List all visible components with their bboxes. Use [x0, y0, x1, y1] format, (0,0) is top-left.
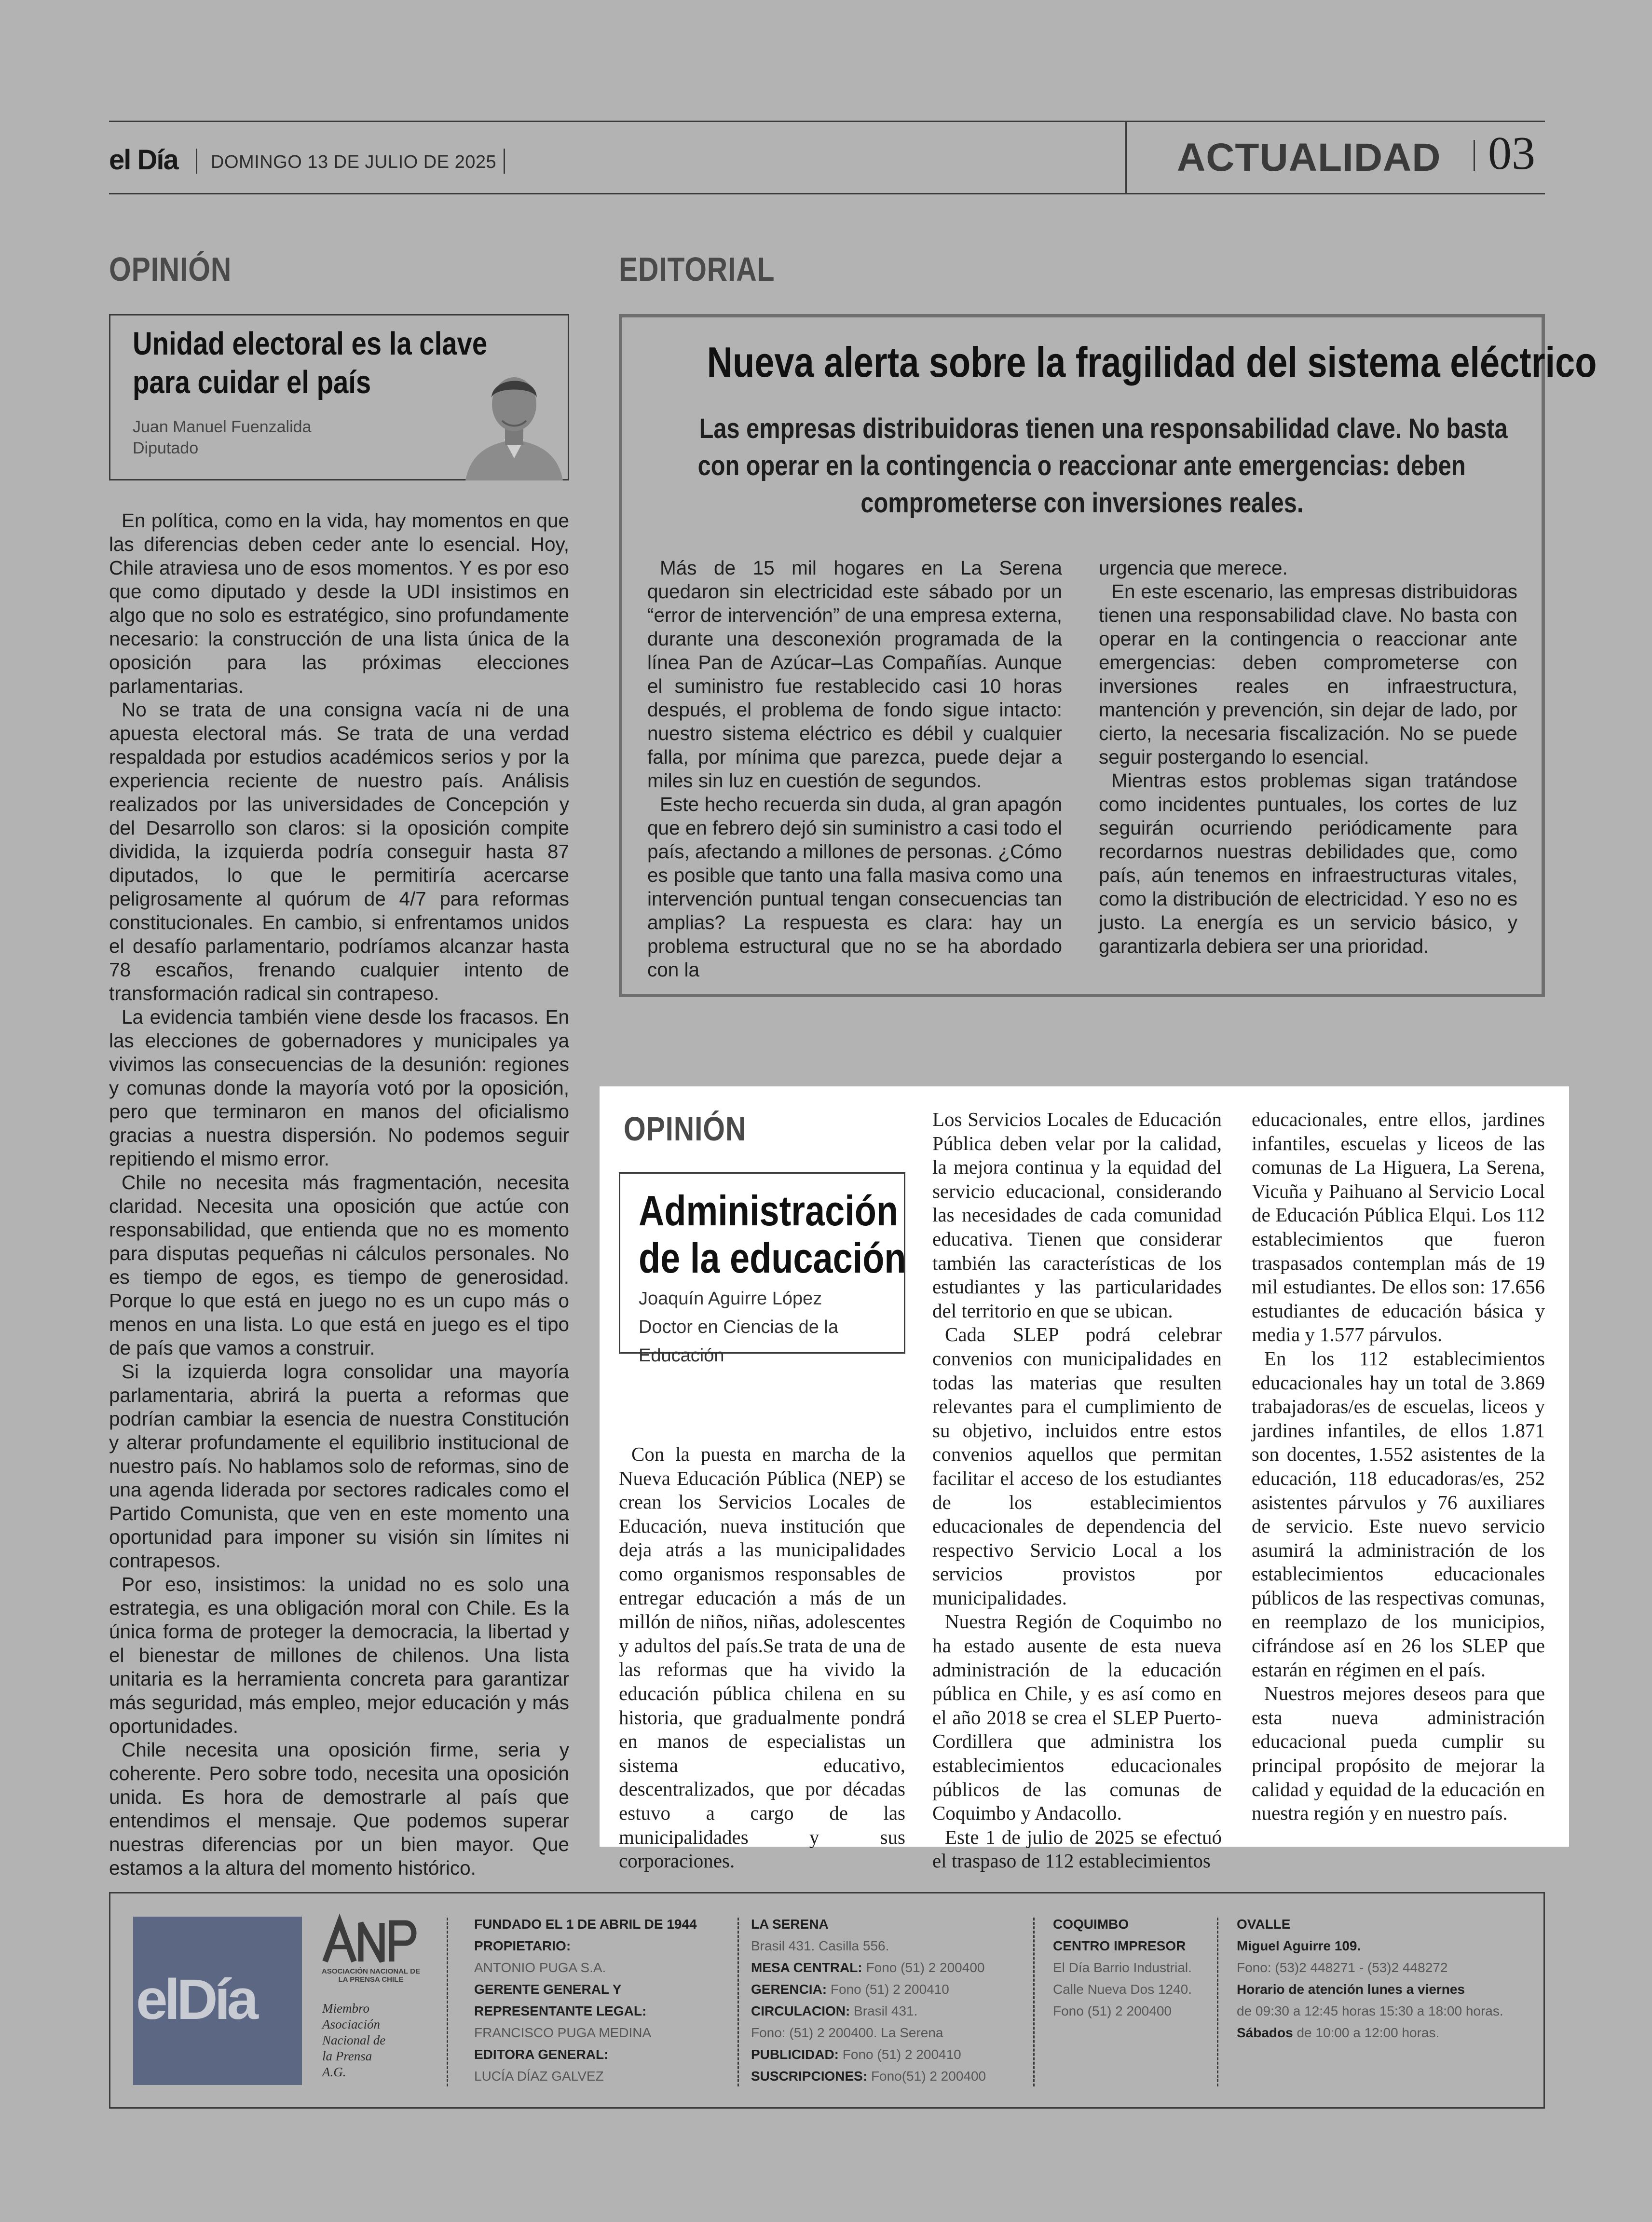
- opinion2-paragraph: Nuestra Región de Coquimbo no ha estado ausente de esta nueva administración de la educación pública en Chile, y es así como en el año 2018 se crea el SLEP Puerto-Cordillera que administra los establecimientos educacionales públicos de las comunas de Coquimbo y Andacollo.: [932, 1610, 1222, 1824]
- editorial-subtitle-line: Las empresas distribuidoras tienen una responsabilidad clave. No basta: [699, 413, 1508, 444]
- opinion1-body: [109, 509, 569, 1880]
- opinion1-title-line2: para cuidar el país: [133, 364, 371, 400]
- opinion1-role: Diputado: [133, 439, 199, 457]
- section-page-divider: [1474, 140, 1475, 171]
- editorial-column-2: [1099, 556, 1517, 958]
- editorial-label: EDITORIAL: [619, 250, 775, 288]
- date-divider: [504, 149, 505, 174]
- editorial-paragraph: En este escenario, las empresas distribuidoras tienen una responsabilidad clave. No basta con operar en la contingencia o reaccionar ante emergencias: deben comprometerse con inversiones reales en infraestructura, mantención y prevención, sin dejar de lado, por cierto, la necesaria fiscalización. No se puede seguir postergando lo esencial.: [1099, 580, 1517, 768]
- editorial-subtitle: [622, 410, 1542, 521]
- masthead-brand: el Día: [109, 144, 178, 176]
- opinion2-title-line1: Administración: [639, 1187, 899, 1234]
- opinion2-author: Joaquín Aguirre López: [639, 1289, 822, 1309]
- opinion1-label: OPINIÓN: [109, 250, 232, 288]
- opinion2-paragraph: Cada SLEP podrá celebrar convenios con municipalidades en todas las materias que resulten relevantes para el cumplimiento de su objetivo, incluidos entre estos convenios aquellos que permitan facilitar el acceso de los estudiantes de los establecimientos educacionales de dependencia del respectivo Servicio Local a los servicios provistos por municipalidades.: [932, 1323, 1222, 1609]
- section-title: ACTUALIDAD: [1177, 136, 1441, 179]
- editorial-column-1: [647, 556, 1062, 982]
- editorial-subtitle-line: comprometerse con inversiones reales.: [860, 487, 1303, 519]
- opinion2-paragraph: Con la puesta en marcha de la Nueva Educación Pública (NEP) se crean los Servicios Locales de Educación, nueva institución que deja atrás a las municipalidades como organismos responsables de entregar educación a más de un millón de niños, niñas, adolescentes y adultos del país.Se trata de una de las reformas que ha vivido la educación pública chilena en su historia, que gradualmente pondrá en manos de especialistas un sistema educativo, descentralizados, que por décadas estuvo a cargo de las municipalidades y sus corporaciones.: [619, 1443, 905, 1872]
- anp-logo-caption: ASOCIACIÓN NACIONAL DE LA PRENSA CHILE: [322, 1967, 420, 1984]
- opinion1-paragraph: Chile necesita una oposición firme, seria y coherente. Pero sobre todo, necesita una oposición unida. Es hora de demostrarle al país que entendimos el mensaje. Que podemos superar nuestras diferencias por un bien mayor. Que estamos a la altura del momento histórico.: [109, 1739, 569, 1879]
- brand-divider: [196, 149, 197, 174]
- page-number: 03: [1488, 127, 1535, 179]
- opinion2-column-2: [932, 1108, 1222, 1873]
- footer-logo-text: elDía: [136, 1968, 256, 2031]
- editorial-subtitle-line: con operar en la contingencia o reaccionar ante emergencias: deben: [697, 450, 1466, 481]
- editorial-paragraph: Más de 15 mil hogares en La Serena quedaron sin electricidad este sábado por un “error de intervención” de una empresa externa, durante una desconexión programada de la línea Pan de Azúcar–Las Compañías. Aunque el suministro fue restablecido casi 10 horas después, el problema de fondo sigue intacto: nuestro sistema eléctrico es débil y cualquier falla, por mínima que parezca, puede dejar a miles sin luz en cuestión de segundos.: [647, 557, 1062, 792]
- opinion2-paragraph-continued: educacionales, entre ellos, jardines infantiles, escuelas y liceos de las comunas de La Higuera, La Serena, Vicuña y Paihuano al Servicio Local de Educación Pública Elqui. Los 112 establecimientos que fueron traspasados contemplan más de 19 mil estudiantes. De ellos son: 17.656 estudiantes de educación básica y media y 1.577 párvulos.: [1252, 1108, 1545, 1346]
- footer-divider: [1217, 1918, 1218, 2086]
- opinion2-title-box: [619, 1172, 906, 1366]
- opinion1-paragraph: Chile no necesita más fragmentación, necesita claridad. Necesita una oposición que actúe con responsabilidad, que entienda que no es momento para disputas pequeñas ni cálculos personales. No es tiempo de egos, es tiempo de generosidad. Porque lo que está en juego no es un cupo más o menos en una lista. Lo que está en juego es el tipo de país que vamos a construir.: [109, 1171, 569, 1359]
- footer-column-ovalle: OVALLE Miguel Aguirre 109. Fono: (53)2 448271 - (53)2 448272 Horario de atención lunes a viernes de 09:30 a 12:45 horas 15:30 a 18:00 horas. Sábados de 10:00 a 12:00 horas.: [1237, 1917, 1503, 2040]
- opinion1-author: Juan Manuel Fuenzalida: [133, 418, 312, 436]
- editorial-paragraph: Este hecho recuerda sin duda, al gran apagón que en febrero dejó sin suministro a casi todo el país, afectando a millones de personas. ¿Cómo es posible que tanto una falla masiva como una intervención puntual tengan consecuencias tan amplias? La respuesta es clara: hay un problema estructural que no se ha abordado con la: [647, 793, 1062, 981]
- opinion2-panel: [600, 1086, 1569, 1872]
- editorial-paragraph-continued: urgencia que merece.: [1099, 557, 1288, 579]
- opinion1-paragraph: La evidencia también viene desde los fracasos. En las elecciones de gobernadores y municipales ya vivimos las consecuencias de la desunión: regiones y comunas donde la mayoría votó por la oposición, pero que terminaron en manos del oficialismo gracias a nuestra dispersión. No podemos seguir repitiendo el mismo error.: [109, 1006, 569, 1170]
- opinion1-paragraph: No se trata de una consigna vacía ni de una apuesta electoral más. Se trata de una verdad respaldada por estudios académicos serios y por la experiencia reciente de nuestro país. Análisis realizados por las universidades de Concepción y del Desarrollo son claros: si la oposición compite dividida, la izquierda podría conseguir hasta 87 diputados, lo que le permitiría acercarse peligrosamente al quórum de 4/7 para reformas constitucionales. En cambio, si enfrentamos unidos el desafío parlamentario, podríamos alcanzar hasta 78 escaños, frenando cualquier intento de transformación radical sin contrapeso.: [109, 699, 569, 1004]
- opinion2-paragraph: En los 112 establecimientos educacionales hay un total de 3.869 trabajadoras/es de escuelas, liceos y jardines infantiles, de ellos 1.871 son docentes, 1.552 asistentes de la educación, 118 educadoras/es, 252 asistentes párvulos y 76 auxiliares de servicio. Este nuevo servicio asumirá la administración de los establecimientos educacionales públicos de las respectivas comunas, en reemplazo de los municipios, cifrándose así en 26 los SLEP que estarán en régimen en el país.: [1252, 1347, 1545, 1681]
- footer-divider: [1033, 1918, 1035, 2086]
- footer-divider: [737, 1918, 739, 2086]
- footer-column-coquimbo: COQUIMBO CENTRO IMPRESOR El Día Barrio Industrial. Calle Nueva Dos 1240. Fono (51) 2 200400: [1053, 1917, 1192, 2018]
- opinion1-paragraph: En política, como en la vida, hay momentos en que las diferencias deben ceder ante lo esencial. Hoy, Chile atraviesa uno de esos momentos. Y es por eso que como diputado y desde la UDI insistimos en algo que no solo es estratégico, sino profundamente necesario: la construcción de una lista única de la oposición para las próximas elecciones parlamentarias.: [109, 509, 569, 697]
- footer-divider: [447, 1918, 448, 2086]
- anp-logo: [320, 1913, 422, 2010]
- editorial-paragraph: Mientras estos problemas sigan tratándose como incidentes puntuales, los cortes de luz seguirán ocurriendo periódicamente para recordarnos nuestras debilidades que, como país, aún tenemos en infraestructuras vitales, como la distribución de electricidad. Y eso no es justo. La energía es un servicio básico, y garantizarla debiera ser una prioridad.: [1099, 769, 1517, 957]
- header-date: DOMINGO 13 DE JULIO DE 2025: [211, 152, 497, 172]
- footer-column-publisher: FUNDADO EL 1 DE ABRIL DE 1944 PROPIETARIO: ANTONIO PUGA S.A. GERENTE GENERAL Y REPRESENTANTE LEGAL: FRANCISCO PUGA MEDINA EDITORA GENERAL: LUCÍA DÍAZ GALVEZ: [474, 1917, 697, 2084]
- editorial-box: [619, 314, 1597, 997]
- opinion2-column-1: [619, 1442, 905, 1873]
- opinion2-label: OPINIÓN: [624, 1110, 747, 1148]
- header-bottom-rule: [109, 193, 1545, 194]
- editorial-title: Nueva alerta sobre la fragilidad del sistema eléctrico: [707, 338, 1597, 386]
- anp-member-text: Miembro Asociación Nacional de la Prensa A.G.: [322, 2001, 386, 2079]
- footer-logo: [133, 1917, 302, 2085]
- opinion1-paragraph: Por eso, insistimos: la unidad no es solo una estrategia, es una obligación moral con Chile. Es la única forma de proteger la democracia, la libertad y el bienestar de millones de chilenos. Una lista unitaria es la herramienta concreta para garantizar más seguridad, más empleo, mejor educación y más oportunidades.: [109, 1573, 569, 1737]
- opinion2-paragraph: Este 1 de julio de 2025 se efectuó el traspaso de 112 establecimientos: [932, 1825, 1222, 1872]
- opinion2-paragraph: Nuestros mejores deseos para que esta nueva administración educacional pueda cumplir su principal propósito de mejorar la calidad y equidad de la educación en nuestra región y en nuestro país.: [1252, 1682, 1545, 1824]
- opinion2-title-line2: de la educación: [639, 1234, 906, 1282]
- header-section-divider: [1125, 121, 1127, 194]
- anp-logo-mark: [320, 1913, 422, 1966]
- footer-column-la-serena: LA SERENA Brasil 431. Casilla 556. MESA CENTRAL: Fono (51) 2 200400 GERENCIA: Fono (51) 2 200410 CIRCULACION: Brasil 431. Fono: (51) 2 200400. La Serena PUBLICIDAD: Fono (51) 2 200410 SUSCRIPCIONES: Fono(51) 2 200400: [751, 1917, 986, 2084]
- opinion1-paragraph: Si la izquierda logra consolidar una mayoría parlamentaria, abrirá la puerta a reformas que podrían cambiar la esencia de nuestra Constitución y alterar profundamente el equilibrio institucional de nuestro país. No hablamos solo de reformas, sino de una agenda liderada por sectores radicales como el Partido Comunista, que ven en este momento una oportunidad para imponer su visión sin límites ni contrapesos.: [109, 1360, 569, 1572]
- header-top-rule: [109, 121, 1545, 122]
- author-photo: [461, 362, 568, 480]
- opinion1-title-line1: Unidad electoral es la clave: [133, 326, 488, 362]
- opinion2-column-3: [1252, 1108, 1545, 1825]
- opinion2-role-line1: Doctor en Ciencias de la: [639, 1317, 838, 1337]
- opinion2-role-line2: Educación: [639, 1345, 724, 1366]
- opinion2-paragraph-continued: Los Servicios Locales de Educación Pública deben velar por la calidad, la mejora continua y la equidad del servicio educacional, considerando las necesidades de cada comunidad educativa. Tienen que considerar también las características de los estudiantes y las particularidades del territorio en que se ubican.: [932, 1108, 1222, 1322]
- opinion1-title-box: [109, 314, 569, 480]
